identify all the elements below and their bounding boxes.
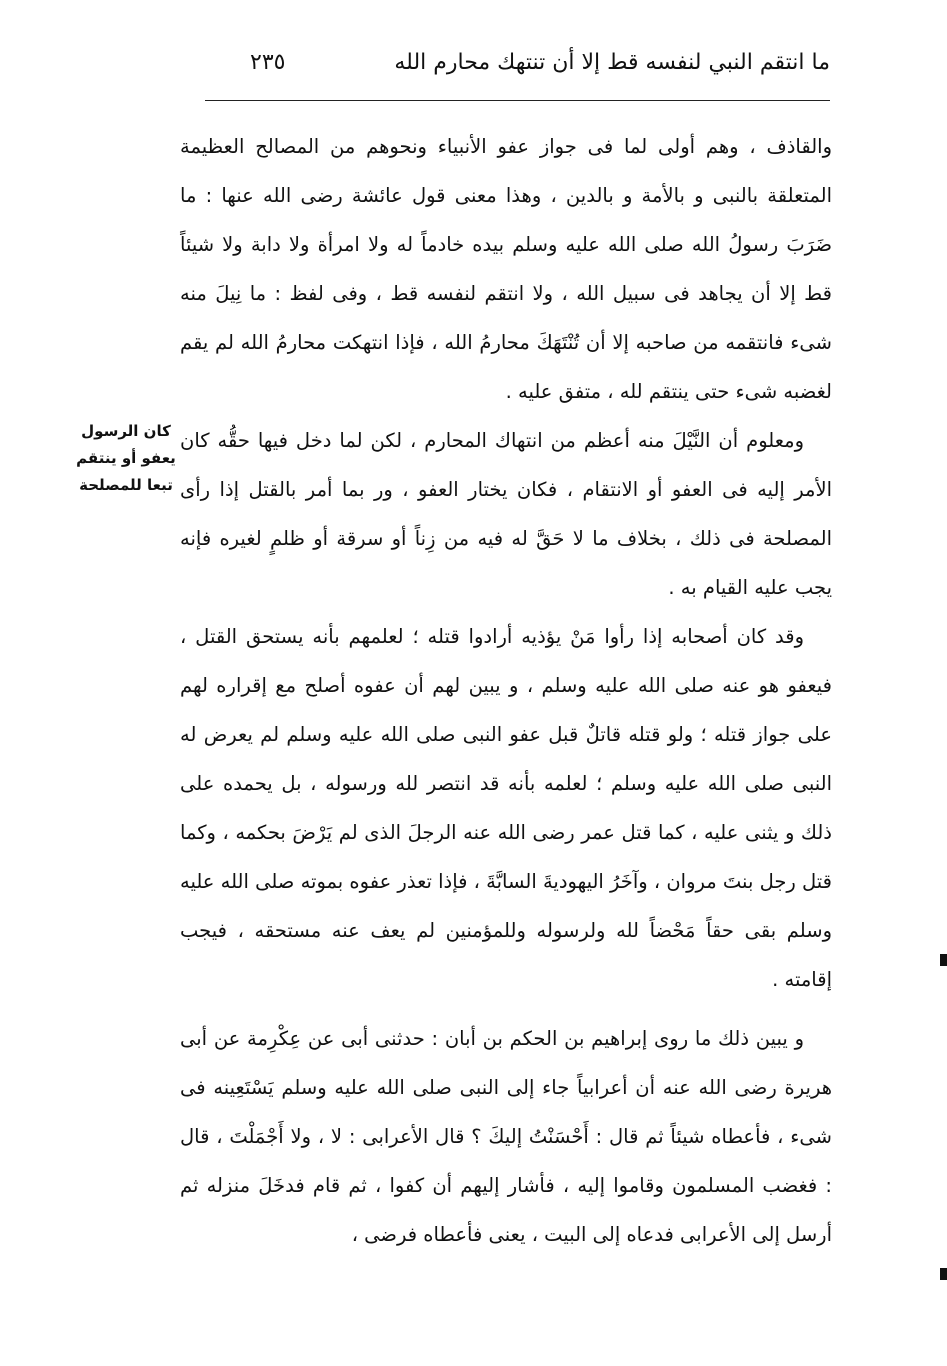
page-header bbox=[205, 40, 830, 90]
page-number: ٢٣٥ bbox=[250, 50, 286, 75]
paragraph-4: و يبين ذلك ما روى إبراهيم بن الحكم بن أبان : حدثنى أبى عن عِكْرِمة عن أبى هريرة رضى الله عنه أن أعرابياً جاء إلى النبى صلى الله عليه وسلم يَسْتَعِينه فى شىء ، فأعطاه شيئاً ثم قال : أَحْسَنْتُ إليكَ ؟ قال الأعرابى : لا ، ولا أَجْمَلْتَ ، قال : فغضب المسلمون وقاموا إليه ، فأشار إليهم أن كفوا ، ثم قام فدخَلَ منزله ثم أرسل إلى الأعرابى فدعاه إلى البيت ، يعنى فأعطاه فرضى ، bbox=[180, 1027, 832, 1246]
running-title: ما انتقم النبي لنفسه قط إلا أن تنتهك محارم الله bbox=[394, 50, 830, 75]
paragraph-1: والقاذف ، وهم أولى لما فى جواز عفو الأنبياء ونحوهم من المصالح العظيمة المتعلقة بالنبى و بالأمة و بالدين ، وهذا معنى قول عائشة رضى الله عنها : ما ضَرَبَ رسولُ الله صلى الله عليه وسلم بيده خادماً له ولا امرأة ولا دابة ولا شيئاً قط إلا أن يجاهد فى سبيل الله ، ولا انتقم لنفسه قط ، وفى لفظ : ما نِيلَ منه شىء فانتقمه من صاحبه إلا أن تُنْتَهَكَ محارمُ الله ، فإذا انتهكت محارمُ الله لم يقم لغضبه شىء حتى ينتقم لله ، متفق عليه . bbox=[180, 135, 832, 403]
margin-note bbox=[70, 418, 182, 499]
margin-note-line: يعفو أو ينتقم bbox=[76, 449, 176, 467]
margin-note-line: تبعا للمصلحة bbox=[79, 476, 173, 494]
paragraph-2: ومعلوم أن النَّيْلَ منه أعظم من انتهاك المحارم ، لكن لما دخل فيها حقُّه كان الأمر إليه فى العفو أو الانتقام ، فكان يختار العفو ، ور بما أمر بالقتل إذا رأى المصلحة فى ذلك ، بخلاف ما لا حَقَّ له فيه من زِناً أو سرقة أو ظلمٍ لغيره فإنه يجب عليه القيام به . bbox=[180, 429, 832, 599]
margin-note-line: كان الرسول bbox=[81, 422, 171, 440]
scan-edge-mark bbox=[940, 1268, 947, 1280]
main-text bbox=[180, 122, 832, 1259]
scan-edge-mark bbox=[940, 954, 947, 966]
header-rule bbox=[205, 100, 830, 101]
paragraph-3: وقد كان أصحابه إذا رأوا مَنْ يؤذيه أرادوا قتله ؛ لعلمهم بأنه يستحق القتل ، فيعفو هو عنه صلى الله عليه وسلم ، و يبين لهم أن عفوه أصلح مع إقراره لهم على جواز قتله ؛ ولو قتله قاتلٌ قبل عفو النبى صلى الله عليه وسلم لم يعرض له النبى صلى الله عليه وسلم ؛ لعلمه بأنه قد انتصر لله ورسوله ، بل يحمده على ذلك و يثنى عليه ، كما قتل عمر رضى الله عنه الرجلَ الذى لم يَرْضَ بحكمه ، وكما قتل رجل بنتَ مروان ، وآخَرُ اليهوديةَ السابَّةَ ، فإذا تعذر عفوه بموته صلى الله عليه وسلم بقى حقاً مَحْضاً لله ولرسوله وللمؤمنين لم يعف عنه مستحقه ، فيجب إقامته . bbox=[180, 625, 832, 991]
